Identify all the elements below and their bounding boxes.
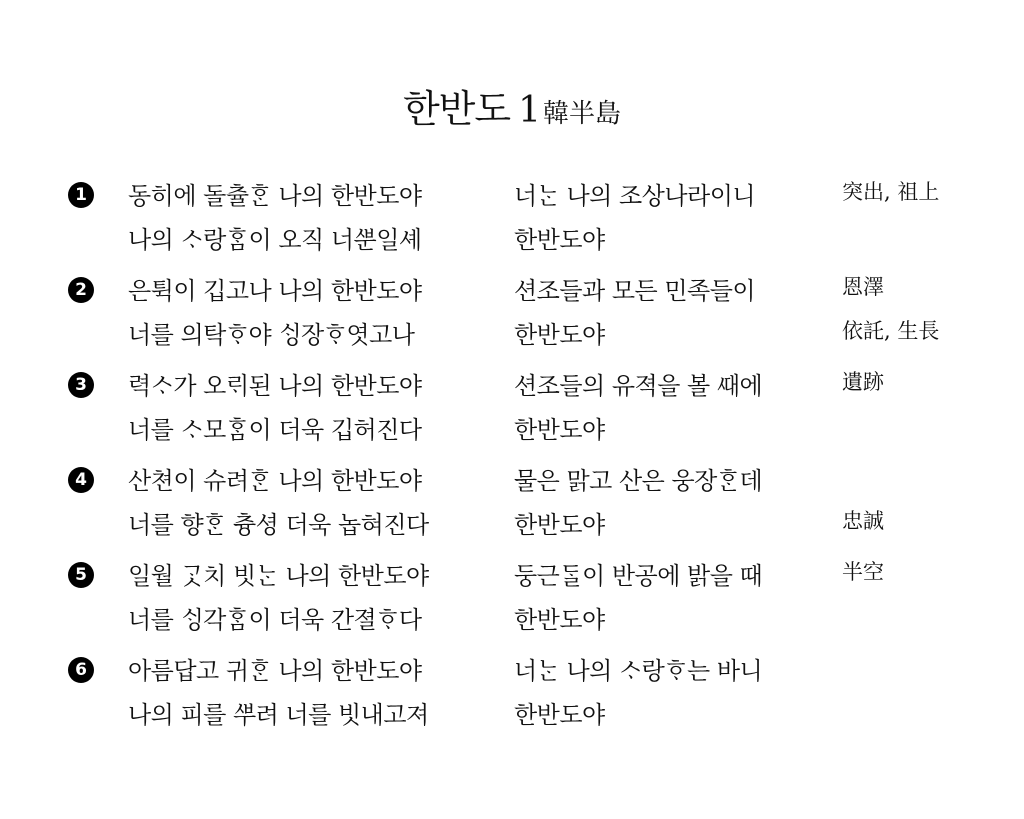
- verse-5: [0, 556, 1024, 651]
- verse-line-right: 션조들과 모든 민족들이: [514, 277, 756, 305]
- verse-line-right: 한반도야: [514, 511, 605, 539]
- verse-line-left: 너를 의탁ᄒᆞ야 ᄉᆡᆼ장ᄒᆞ엿고나: [128, 321, 415, 349]
- verse-line-right: 한반도야: [514, 606, 605, 634]
- verse-line-right: 물은 맑고 산은 웅장ᄒᆞᆫ데: [514, 467, 763, 495]
- verse-line-right: 션조들의 유젹을 볼 ᄯᅢ에: [514, 372, 763, 400]
- verse-line-right: 한반도야: [514, 416, 605, 444]
- verse-line-right: 한반도야: [514, 701, 605, 729]
- verse-line-left: 동히에 돌츌ᄒᆞᆫ 나의 한반도야: [128, 182, 422, 210]
- hanja-note: 依託, 生長: [842, 319, 940, 343]
- verse-number-badge: 2: [68, 277, 94, 303]
- verse-line-right: 한반도야: [514, 226, 605, 254]
- verse-6: [0, 651, 1024, 746]
- verse-number-badge: 3: [68, 372, 94, 398]
- verse-number-badge: 6: [68, 657, 94, 683]
- hanja-note: 突出, 祖上: [842, 180, 940, 204]
- verse-1: [0, 176, 1024, 271]
- verse-line-left: 너를 ᄉᆡᆼ각ᄒᆞᆷ이 더욱 간졀ᄒᆞ다: [128, 606, 422, 634]
- verse-line-left: 은튁이 깁고나 나의 한반도야: [128, 277, 422, 305]
- page-title: [0, 78, 1024, 133]
- verse-line-left: 나의 피를 ᄲᅮ려 너를 빗내고져: [128, 701, 429, 729]
- title-korean: 한반도: [402, 87, 511, 131]
- verse-3: [0, 366, 1024, 461]
- verse-number-badge: 5: [68, 562, 94, 588]
- hanja-note: 半空: [842, 560, 884, 584]
- hanja-note: 恩澤: [842, 275, 884, 299]
- verse-line-right: 너ᄂᆞᆫ 나의 조상나라이니: [514, 182, 756, 210]
- verse-line-left: 너를 ᄉᆞ모ᄒᆞᆷ이 더욱 깁허진다: [128, 416, 422, 444]
- verse-line-left: 일월 ᄀᆞᆺ치 빗ᄂᆞᆫ 나의 한반도야: [128, 562, 429, 590]
- verse-line-right: 둥근ᄃᆞᆯ이 반공에 밝을 때: [514, 562, 763, 590]
- verse-line-left: 력ᄉᆞ가 오ᄅᆡ된 나의 한반도야: [128, 372, 422, 400]
- verse-number-badge: 1: [68, 182, 94, 208]
- verse-line-left: 너를 향ᄒᆞᆫ 츙셩 더욱 놉혀진다: [128, 511, 429, 539]
- verse-line-right: 한반도야: [514, 321, 605, 349]
- verse-4: [0, 461, 1024, 556]
- verse-line-right: 너ᄂᆞᆫ 나의 ᄉᆞ랑ᄒᆞ는 바니: [514, 657, 763, 685]
- verse-list: [0, 176, 1024, 746]
- hanja-note: 遺跡: [842, 370, 884, 394]
- verse-line-left: 나의 ᄉᆞ랑ᄒᆞᆷ이 오직 너ᄲᅮᆫ일셰: [128, 226, 422, 254]
- hanja-note: 忠誠: [842, 509, 884, 533]
- title-hanja: 韓半島: [543, 99, 622, 129]
- verse-line-left: 아름답고 귀ᄒᆞᆫ 나의 한반도야: [128, 657, 422, 685]
- verse-line-left: 산쳔이 슈려ᄒᆞᆫ 나의 한반도야: [128, 467, 422, 495]
- title-number: 1: [518, 90, 541, 131]
- verse-number-badge: 4: [68, 467, 94, 493]
- verse-2: [0, 271, 1024, 366]
